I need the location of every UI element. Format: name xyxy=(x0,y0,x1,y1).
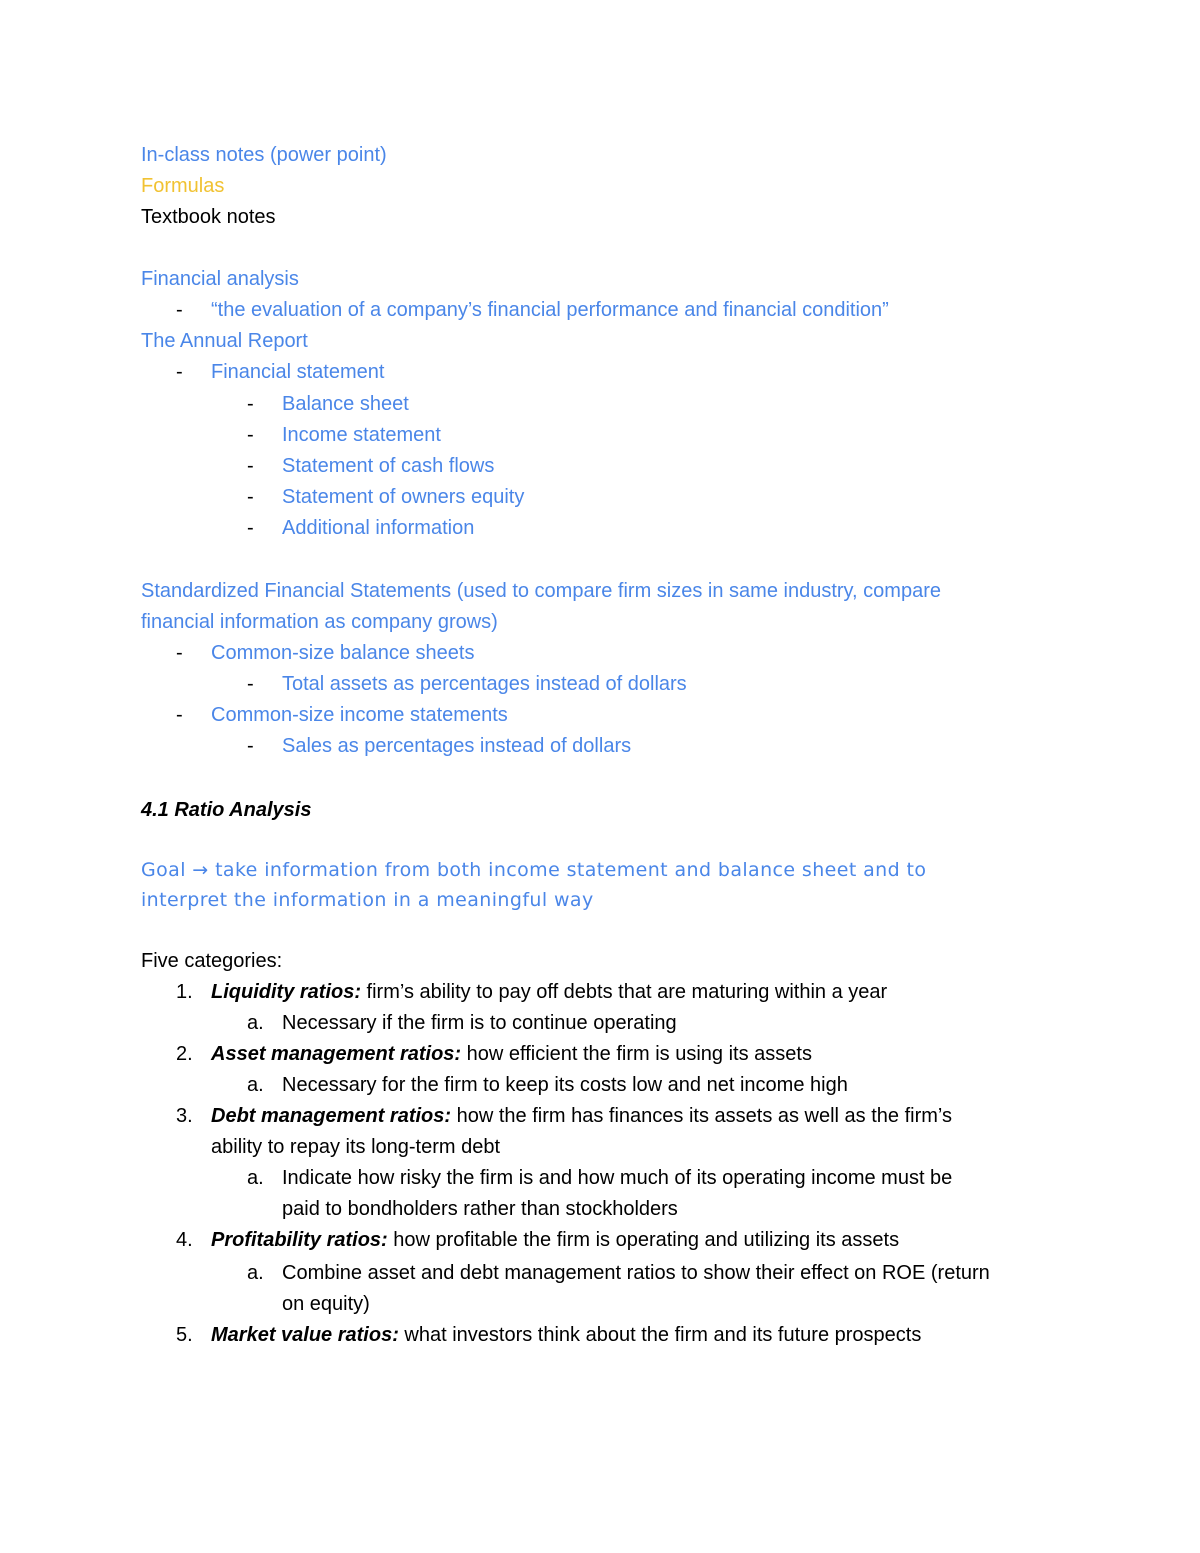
list-item xyxy=(211,1104,952,1128)
list-letter: a. xyxy=(247,1262,264,1284)
list-item: Common-size balance sheets xyxy=(211,642,475,664)
bullet-dash: - xyxy=(247,486,254,508)
financial-analysis-heading: Financial analysis xyxy=(141,268,299,290)
list-item: Sales as percentages instead of dollars xyxy=(282,735,632,757)
category-term: Asset management ratios: xyxy=(211,1043,462,1065)
list-number: 4. xyxy=(176,1229,193,1251)
list-item: Statement of owners equity xyxy=(282,486,525,508)
legend-textbook: Textbook notes xyxy=(141,206,276,228)
list-item: Necessary for the firm to keep its costs low and net income high xyxy=(282,1074,848,1096)
category-term: Liquidity ratios: xyxy=(211,981,361,1003)
list-item-continued: on equity) xyxy=(282,1293,370,1315)
list-number: 3. xyxy=(176,1105,193,1127)
list-item: Indicate how risky the firm is and how much of its operating income must be xyxy=(282,1167,953,1189)
category-desc: what investors think about the firm and its future prospects xyxy=(398,1324,922,1346)
bullet-dash: - xyxy=(176,642,183,664)
category-desc: how efficient the firm is using its assets xyxy=(461,1043,812,1065)
bullet-dash: - xyxy=(176,704,183,726)
bullet-dash: - xyxy=(247,393,254,415)
list-item: Necessary if the firm is to continue operating xyxy=(282,1012,677,1034)
bullet-dash: - xyxy=(176,299,183,321)
legend-formulas: Formulas xyxy=(141,175,225,197)
list-item xyxy=(211,1323,921,1347)
category-term: Profitability ratios: xyxy=(211,1229,388,1251)
list-letter: a. xyxy=(247,1167,264,1189)
list-letter: a. xyxy=(247,1074,264,1096)
bullet-dash: - xyxy=(176,361,183,383)
standardized-line-1: Standardized Financial Statements (used to compare firm sizes in same industry, compare xyxy=(141,580,941,602)
bullet-dash: - xyxy=(247,735,254,757)
category-term: Debt management ratios: xyxy=(211,1105,452,1127)
bullet-dash: - xyxy=(247,517,254,539)
annual-report-heading: The Annual Report xyxy=(141,330,308,352)
list-item: Statement of cash flows xyxy=(282,455,495,477)
section-title: 4.1 Ratio Analysis xyxy=(141,799,312,821)
category-desc: how the firm has finances its assets as well as the firm’s xyxy=(451,1105,952,1127)
financial-statement-item: Financial statement xyxy=(211,361,385,383)
list-number: 5. xyxy=(176,1324,193,1346)
list-item: Common-size income statements xyxy=(211,704,508,726)
category-desc-continued: ability to repay its long-term debt xyxy=(211,1136,501,1158)
list-item-continued: paid to bondholders rather than stockholders xyxy=(282,1198,678,1220)
list-item: Income statement xyxy=(282,424,441,446)
list-item: Balance sheet xyxy=(282,393,409,415)
financial-analysis-definition: “the evaluation of a company’s financial performance and financial condition” xyxy=(211,299,889,321)
list-item xyxy=(211,980,887,1004)
list-item: Combine asset and debt management ratios to show their effect on ROE (return xyxy=(282,1262,990,1284)
goal-line-1: Goal → take information from both income statement and balance sheet and to xyxy=(141,859,927,881)
bullet-dash: - xyxy=(247,455,254,477)
standardized-line-2: financial information as company grows) xyxy=(141,611,498,633)
list-number: 2. xyxy=(176,1043,193,1065)
list-item: Total assets as percentages instead of dollars xyxy=(282,673,687,695)
list-item: Additional information xyxy=(282,517,475,539)
list-number: 1. xyxy=(176,981,193,1003)
category-desc: firm’s ability to pay off debts that are maturing within a year xyxy=(361,981,888,1003)
legend-inclass: In-class notes (power point) xyxy=(141,144,387,166)
bullet-dash: - xyxy=(247,673,254,695)
five-categories-label: Five categories: xyxy=(141,950,283,972)
list-item xyxy=(211,1228,899,1252)
goal-line-2: interpret the information in a meaningful way xyxy=(141,889,594,911)
category-desc: how profitable the firm is operating and utilizing its assets xyxy=(387,1229,900,1251)
bullet-dash: - xyxy=(247,424,254,446)
category-term: Market value ratios: xyxy=(211,1324,399,1346)
list-item xyxy=(211,1042,812,1066)
list-letter: a. xyxy=(247,1012,264,1034)
